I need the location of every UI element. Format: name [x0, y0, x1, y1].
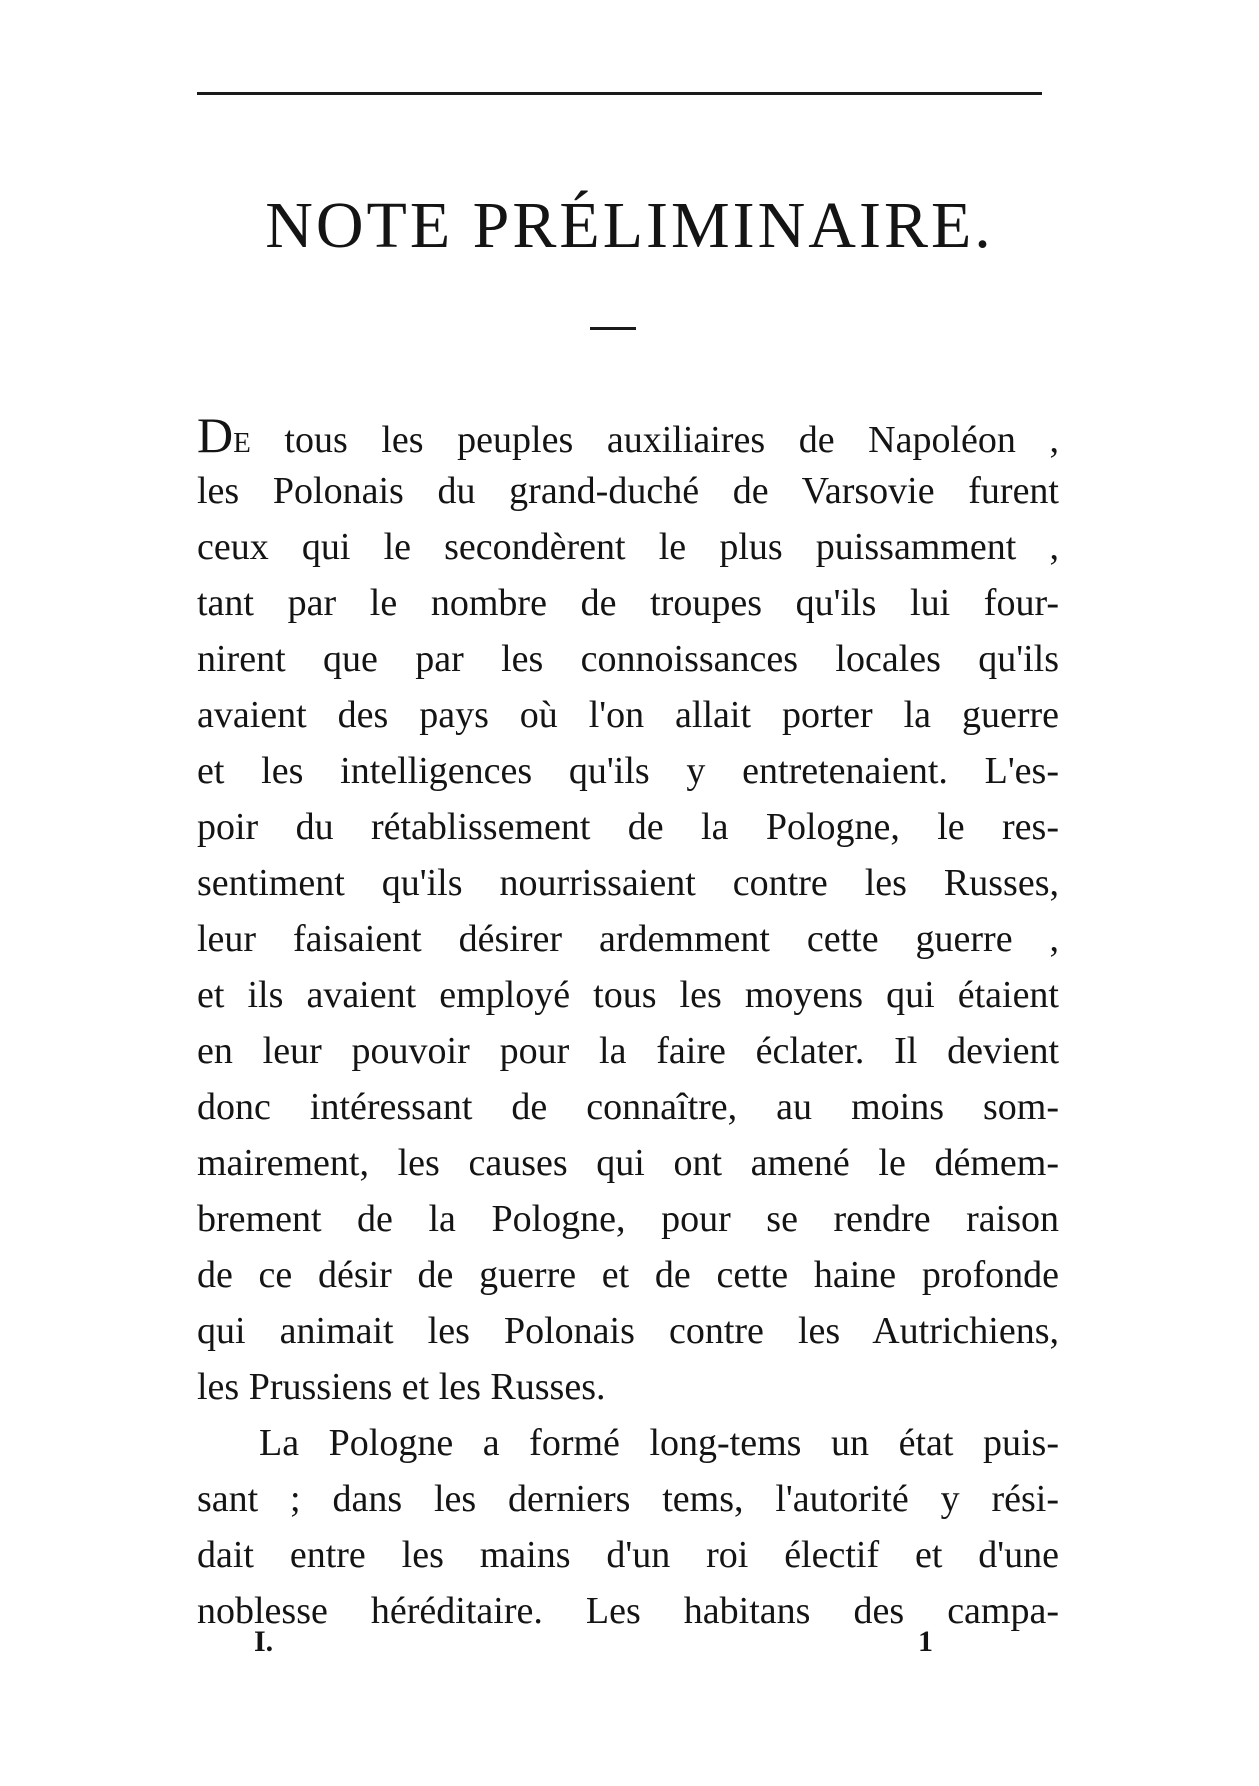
top-rule: [197, 92, 1042, 95]
page-title: NOTE PRÉLIMINAIRE.: [265, 189, 994, 262]
dropcap-rest: E: [233, 427, 251, 459]
title-divider: [590, 327, 636, 330]
text-line: de ce désir de guerre et de cette haine profonde: [197, 1254, 1059, 1296]
text-line: qui animait les Polonais contre les Autrichiens,: [197, 1310, 1059, 1352]
text-line: et ils avaient employé tous les moyens qui étaient: [197, 974, 1059, 1016]
dropcap-initial: D: [197, 407, 234, 463]
signature-mark: I.: [254, 1625, 274, 1658]
text-line: [197, 407, 1059, 463]
text-line: La Pologne a formé long-tems un état puis-: [259, 1422, 1059, 1464]
text-line: mairement, les causes qui ont amené le démem-: [197, 1142, 1059, 1184]
text-line: poir du rétablissement de la Pologne, le res-: [197, 806, 1059, 848]
text-line: donc intéressant de connaître, au moins som-: [197, 1086, 1059, 1128]
text-line: ceux qui le secondèrent le plus puissamment ,: [197, 526, 1059, 568]
text-line: sant ; dans les derniers tems, l'autorité y rési-: [197, 1478, 1059, 1520]
body-text: [197, 407, 1059, 1639]
text-line-content: tous les peuples auxiliaires de Napoléon ,: [284, 419, 1059, 461]
text-line: tant par le nombre de troupes qu'ils lui four-: [197, 582, 1059, 624]
text-line: noblesse héréditaire. Les habitans des campa-: [197, 1590, 1059, 1632]
text-line: les Prussiens et les Russes.: [197, 1366, 606, 1408]
page-number: 1: [918, 1625, 933, 1658]
text-line: sentiment qu'ils nourrissaient contre les Russes,: [197, 862, 1059, 904]
text-line: nirent que par les connoissances locales qu'ils: [197, 638, 1059, 680]
text-line: en leur pouvoir pour la faire éclater. Il devient: [197, 1030, 1059, 1072]
text-line: brement de la Pologne, pour se rendre raison: [197, 1198, 1059, 1240]
text-line: dait entre les mains d'un roi électif et d'une: [197, 1534, 1059, 1576]
text-line: les Polonais du grand-duché de Varsovie furent: [197, 470, 1059, 512]
text-line: leur faisaient désirer ardemment cette guerre ,: [197, 918, 1059, 960]
text-line: et les intelligences qu'ils y entretenaient. L'es-: [197, 750, 1059, 792]
text-line: avaient des pays où l'on allait porter la guerre: [197, 694, 1059, 736]
